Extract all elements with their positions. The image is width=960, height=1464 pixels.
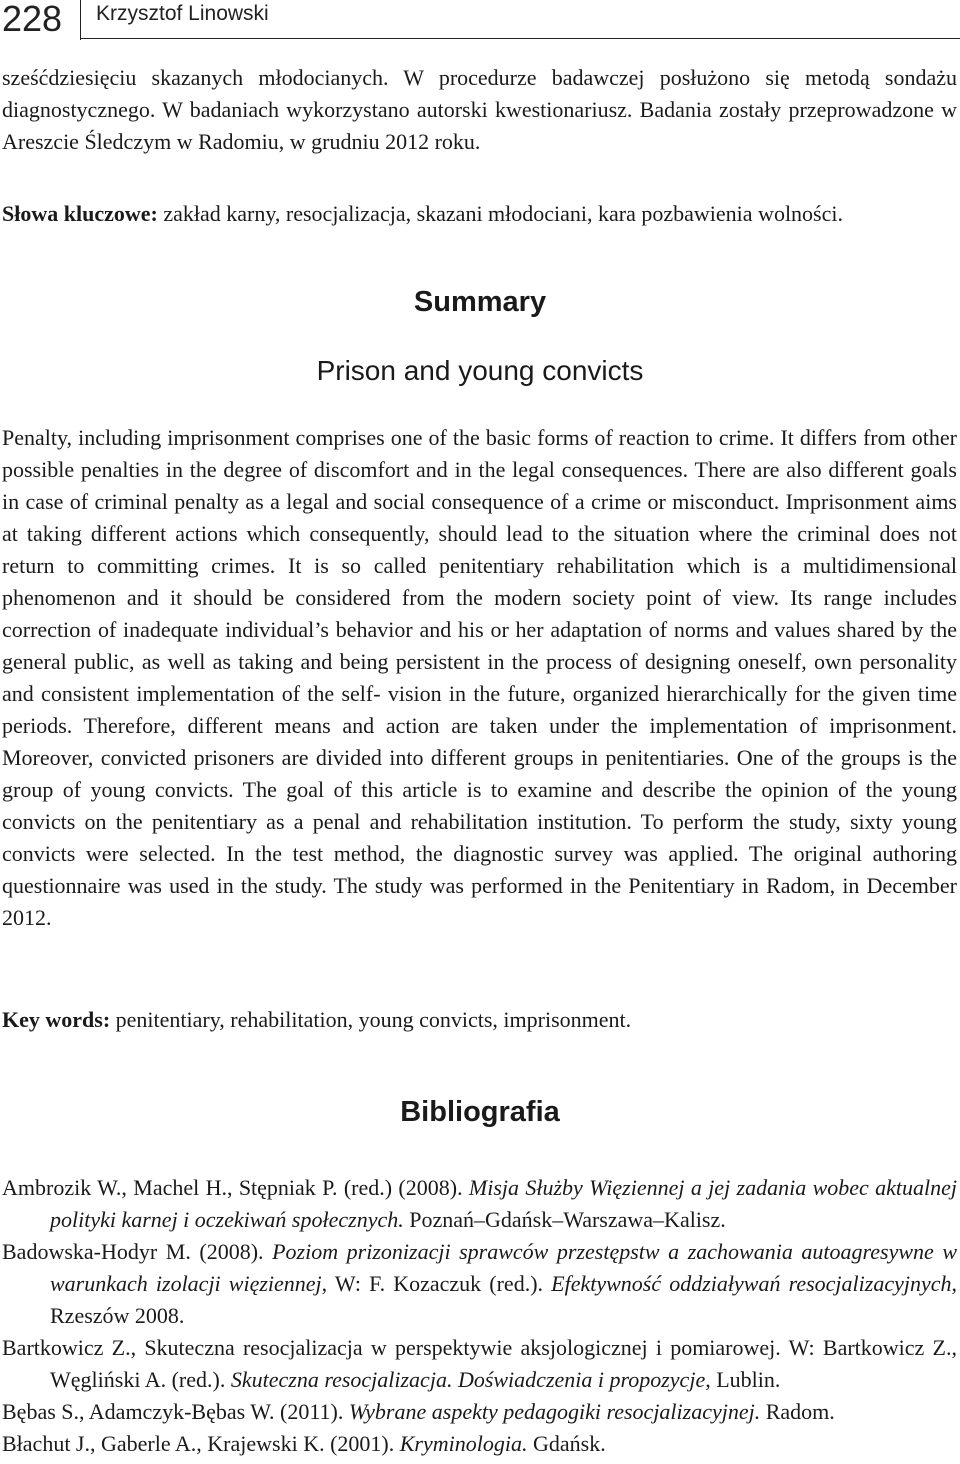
page-number: 228: [2, 0, 63, 39]
summary-heading: Summary: [413, 286, 547, 318]
bibliography-entry: [2, 1396, 957, 1428]
entry-author-text: Bartkowicz Z., Skuteczna resocjalizacja w perspektywie aksjologicznej i pomiarowej. W: Bartkowicz Z., Węgliński A. (red.).: [2, 1335, 957, 1392]
header-vertical-rule: [80, 0, 81, 40]
entry-publisher-text: Poznań–Gdańsk–Warszawa–Kalisz.: [403, 1207, 726, 1232]
entry-author-text: Ambrozik W., Machel H., Stępniak P. (red.) (2008).: [2, 1175, 469, 1200]
bibliography-list: [2, 1172, 957, 1460]
keywords-pl: [2, 198, 957, 230]
keywords-pl-label: Słowa kluczowe:: [2, 201, 158, 226]
running-header-author: Krzysztof Linowski: [96, 2, 269, 25]
bibliography-entry: [2, 1236, 957, 1332]
entry-book-title: Efektywność oddziaływań resocjalizacyjnych: [551, 1271, 952, 1296]
entry-title: Misja Służby Więziennej a jej zadania wobec aktualnej polityki karnej i oczekiwań społecznych.: [50, 1175, 957, 1232]
header-horizontal-rule: [80, 38, 960, 39]
bibliography-entry: [2, 1428, 957, 1460]
summary-subtitle: Prison and young convicts: [316, 355, 644, 386]
keywords-pl-text: zakład karny, resocjalizacja, skazani młodociani, kara pozbawienia wolności.: [157, 201, 843, 226]
entry-title: Skuteczna resocjalizacja. Doświadczenia i propozycje: [230, 1367, 706, 1392]
entry-author-text: Badowska-Hodyr M. (2008).: [2, 1239, 273, 1264]
entry-editor-text: , W: F. Kozaczuk (red.).: [321, 1271, 552, 1296]
entry-title: Poziom prizonizacji sprawców przestępstw a zachowania autoagresywne w warunkach izolacji więziennej: [50, 1239, 958, 1296]
entry-author-text: Bębas S., Adamczyk-Bębas W. (2011).: [2, 1399, 349, 1424]
keywords-en-label: Key words:: [2, 1007, 111, 1032]
entry-publisher-text: Radom.: [760, 1399, 835, 1424]
keywords-en-text: penitentiary, rehabilitation, young convicts, imprisonment.: [110, 1007, 632, 1032]
entry-title: Wybrane aspekty pedagogiki resocjalizacyjnej.: [348, 1399, 761, 1424]
entry-publisher-text: , Lublin.: [705, 1367, 781, 1392]
bibliography-entry: [2, 1332, 957, 1396]
summary-paragraph: Penalty, including imprisonment comprises one of the basic forms of reaction to crime. It differs from other possible penalties in the degree of discomfort and in the legal consequences. There are also different goals in case of criminal penalty as a legal and social consequence of a crime or misconduct. Imprisonment aims at taking different actions which consequently, should lead to the situation where the criminal does not return to committing crimes. It is so called penitentiary rehabilitation which is a multidimensional phenomenon and it should be considered from the modern society point of view. Its range includes correction of inadequate individual’s behavior and his or her adaptation of norms and values shared by the general public, as well as taking and being persistent in the process of designing oneself, own personality and consistent implementation of the self- vision in the future, organized hierarchically for the given time periods. Therefore, different means and action are taken under the implementation of imprisonment. Moreover, convicted prisoners are divided into different groups in penitentiaries. One of the groups is the group of young convicts. The goal of this article is to examine and describe the opinion of the young convicts on the penitentiary as a penal and rehabilitation institution. To perform the study, sixty young convicts were selected. In the test method, the diagnostic survey was applied. The original authoring questionnaire was used in the study. The study was performed in the Penitentiary in Radom, in December 2012.: [2, 425, 957, 930]
running-header: [0, 0, 960, 40]
entry-author-text: Błachut J., Gaberle A., Krajewski K. (2001).: [2, 1431, 400, 1456]
intro-paragraph: sześćdziesięciu skazanych młodocianych. W procedurze badawczej posłużono się metodą sondażu diagnostycznego. W badaniach wykorzystano autorski kwestionariusz. Badania zostały przeprowadzone w Areszcie Śledczym w Radomiu, w grudniu 2012 roku.: [2, 65, 957, 154]
bibliography-heading: Bibliografia: [400, 1096, 560, 1128]
keywords-en: [2, 1004, 957, 1036]
bibliography-entry: [2, 1172, 957, 1236]
entry-title: Kryminologia.: [399, 1431, 528, 1456]
entry-publisher-text: , Rzeszów 2008.: [50, 1271, 958, 1328]
entry-publisher-text: Gdańsk.: [527, 1431, 606, 1456]
